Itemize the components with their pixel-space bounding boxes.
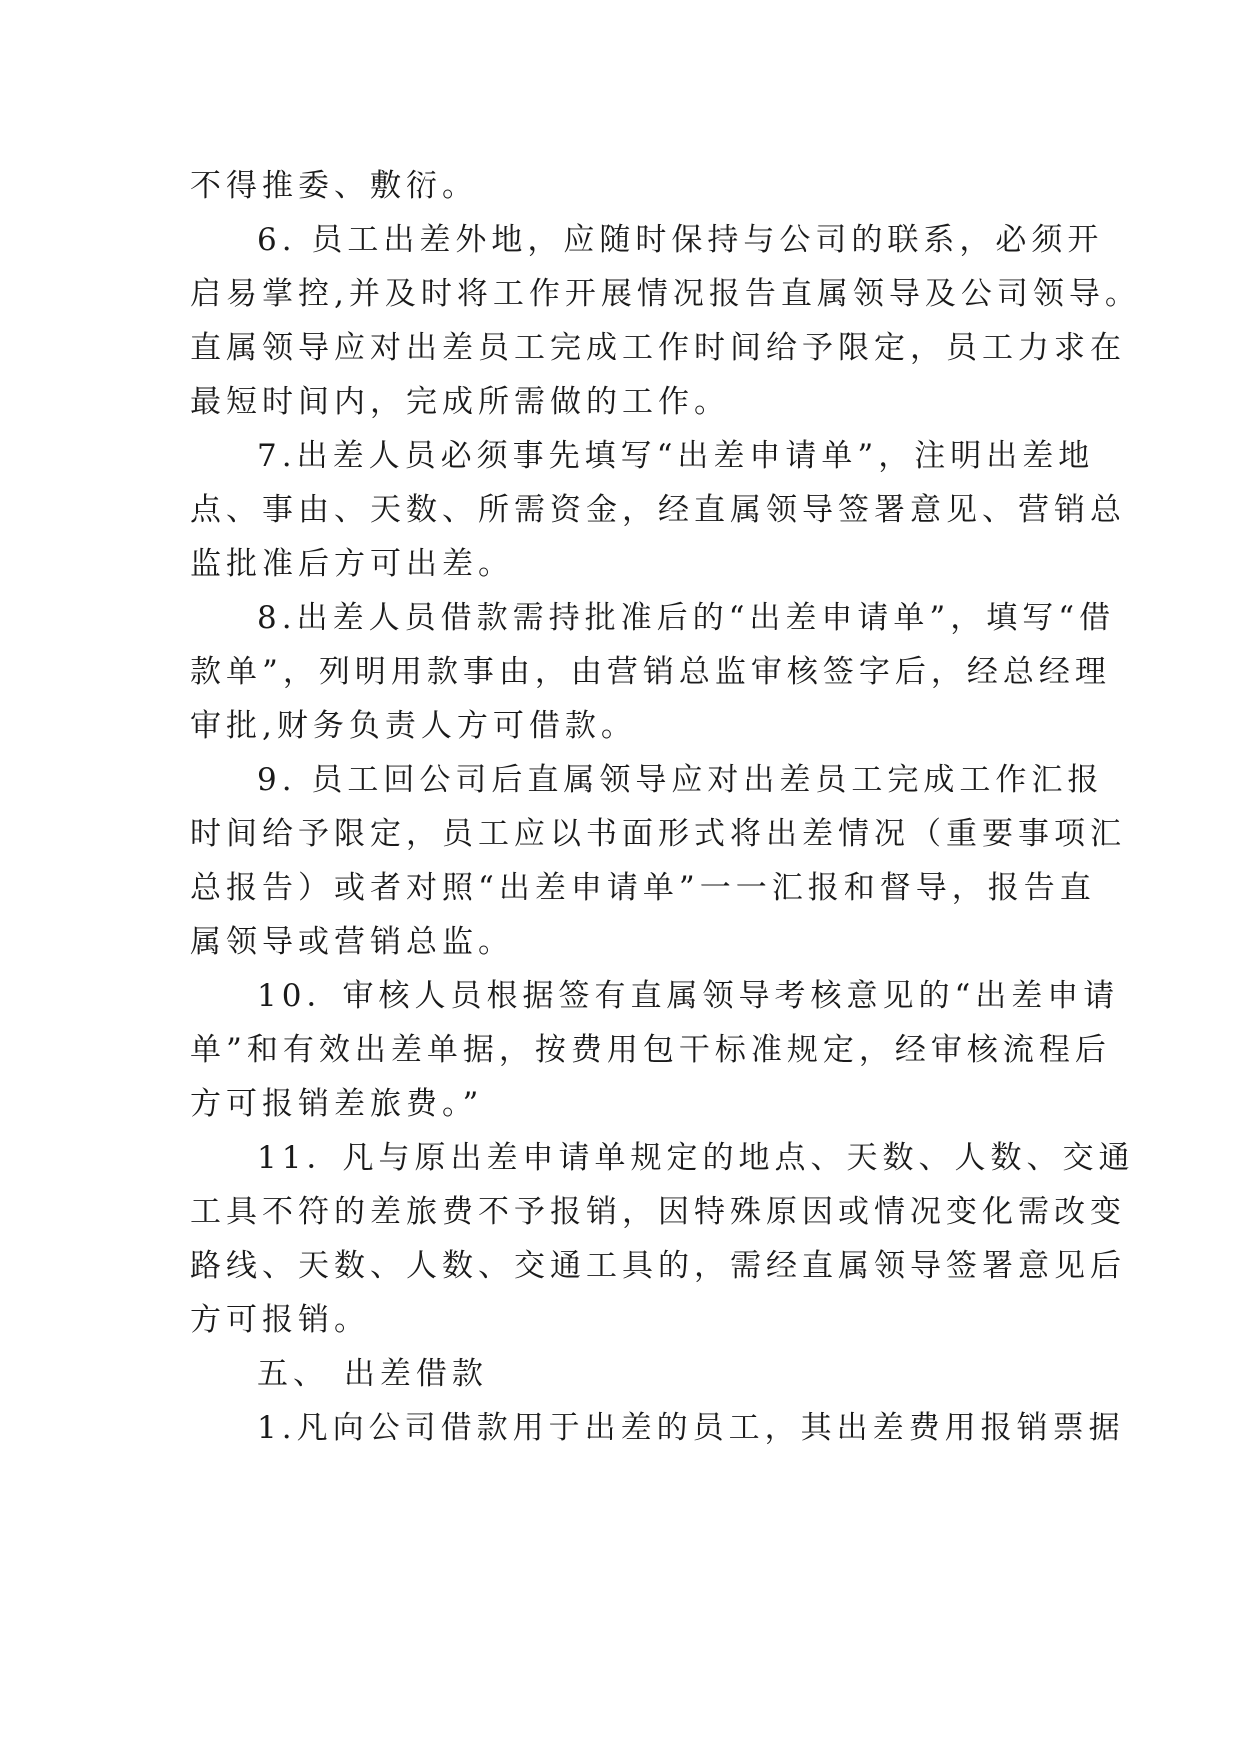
text-line: 不得推委、敷衍。 [190,168,478,204]
paragraph-section5-1-start: 1.凡向公司借款用于出差的员工，其出差费用报销票据 [257,1410,1125,1446]
paragraph-10-start: 10．审核人员根据签有直属领导考核意见的“出差申请 [257,978,1120,1014]
text-line: 时间给予限定，员工应以书面形式将出差情况（重要事项汇 [190,816,1126,852]
text-line: 工具不符的差旅费不予报销，因特殊原因或情况变化需改变 [190,1194,1126,1230]
text-line: 点、事由、天数、所需资金，经直属领导签署意见、营销总 [190,492,1126,528]
text-line: 最短时间内，完成所需做的工作。 [190,384,730,420]
text-line: 直属领导应对出差员工完成工作时间给予限定，员工力求在 [190,330,1126,366]
text-line: 方可报销差旅费。” [190,1086,484,1122]
text-line: 审批,财务负责人方可借款。 [190,708,637,744]
paragraph-6-start: 6. 员工出差外地，应随时保持与公司的联系，必须开 [257,222,1104,258]
paragraph-11-start: 11．凡与原出差申请单规定的地点、天数、人数、交通 [257,1140,1135,1176]
text-line: 款单”，列明用款事由，由营销总监审核签字后，经总经理 [190,654,1111,690]
text-line: 总报告）或者对照“出差申请单”一一汇报和督导，报告直 [190,870,1096,906]
text-line: 单”和有效出差单据，按费用包干标准规定，经审核流程后 [190,1032,1111,1068]
text-line: 方可报销。 [190,1302,370,1338]
paragraph-7-start: 7.出差人员必须事先填写“出差申请单”，注明出差地 [257,438,1095,474]
text-line: 启易掌控,并及时将工作开展情况报告直属领导及公司领导。 [190,276,1141,312]
text-line: 监批准后方可出差。 [190,546,514,582]
text-line: 属领导或营销总监。 [190,924,514,960]
paragraph-8-start: 8.出差人员借款需持批准后的“出差申请单”，填写“借 [257,600,1116,636]
text-line: 路线、天数、人数、交通工具的，需经直属领导签署意见后 [190,1248,1126,1284]
paragraph-9-start: 9. 员工回公司后直属领导应对出差员工完成工作汇报 [257,762,1104,798]
section-heading: 五、 出差借款 [257,1356,488,1392]
